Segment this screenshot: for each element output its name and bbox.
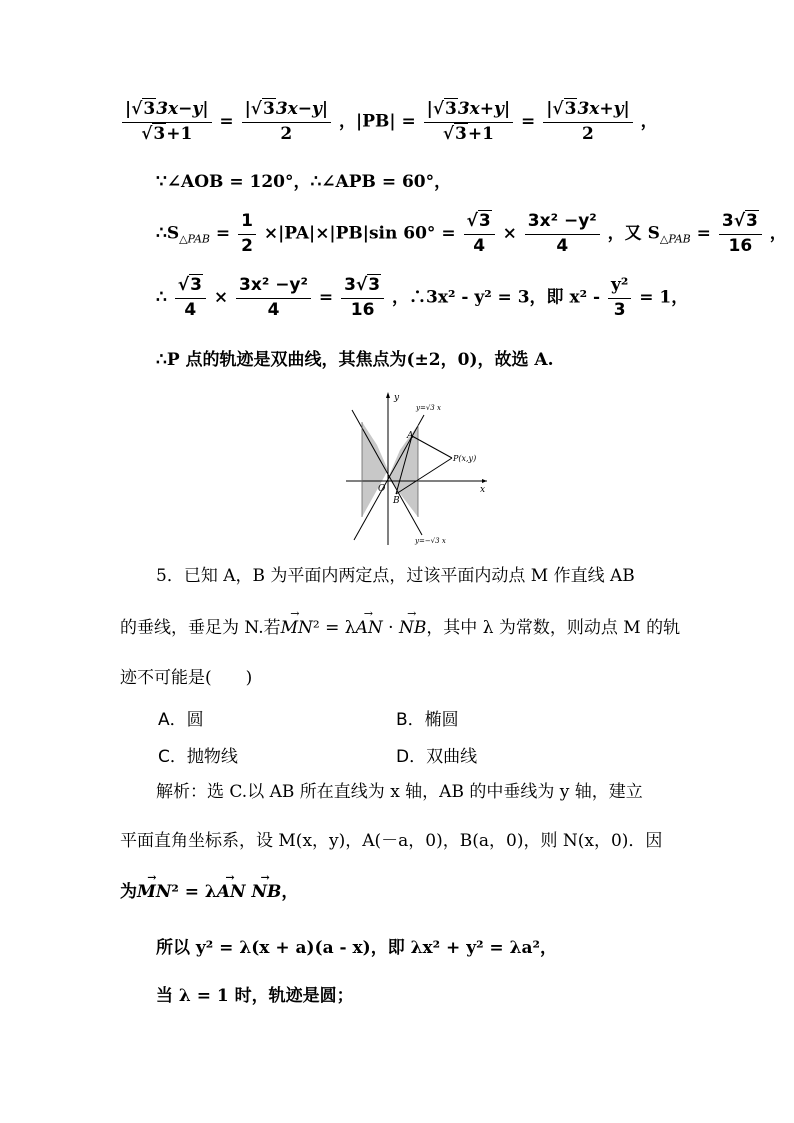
y-axis-label: y [394,393,400,403]
area-subscript: △PAB [659,232,691,246]
fraction-half [238,212,256,256]
question-5-stem-3: 迹不可能是( ) [120,668,253,688]
comma: ， [769,223,787,244]
option-a[interactable]: A．圆 [158,710,204,730]
formula-line-1 [120,100,658,144]
conclusion-line: ∴P 点的轨迹是双曲线，其焦点为(±2，0)，故选 A. [156,350,554,370]
fraction-area-value: $\frac{3√3}{16}$ [341,276,384,320]
solution-line-5: 当 λ = 1 时，轨迹是圆； [156,986,354,1006]
fraction-pb-1: $\frac{|√33x+y|}{√3+1}$ [424,100,514,144]
option-d[interactable]: D．双曲线 [396,747,478,767]
vector-mn: → MN [281,620,313,637]
vector-an: → AN [356,620,383,637]
denominator-text: 2 [241,235,253,256]
fraction-quadratic [525,212,600,256]
numerator-coef: 3 [721,211,734,231]
vector-an: → AN [217,884,246,901]
point-b-label: B [393,496,400,506]
vector-nb: → NB [399,620,426,637]
fraction-pb-2: $\frac{|√33x+y|}{2}$ [543,100,633,144]
point-a-label: A [407,431,414,441]
denominator-text: 2 [280,123,293,144]
formula-line-3 [156,212,787,256]
question-5-stem-2 [120,620,680,637]
numerator-text: 1 [238,212,256,235]
comma: ， [281,882,299,902]
area-expression: ×|PA|×|PB|sin 60° = [263,223,456,244]
solution-text-pre: 为 [120,882,137,902]
dot-sign: · [382,618,399,638]
option-b[interactable]: B．椭圆 [396,710,459,730]
fraction-area-value: $\frac{3√3}{16}$ [719,212,762,256]
question-5-stem-1: 5．已知 A，B 为平面内两定点，过该平面内动点 M 作直线 AB [156,566,635,586]
equals-sign: = [521,111,536,132]
numerator-text: 3x+y [457,99,504,119]
line-top-label: y=√3 x [416,404,441,412]
origin-label: O [378,484,386,494]
numerator-text: 3x² −y² [236,276,311,299]
denominator-text: 2 [582,123,594,144]
equals-sign: = [318,287,334,308]
line-bottom-label: y=−√3 x [415,537,446,545]
point-p-label: P(x,y) [453,454,477,463]
solution-line-4: 所以 y² = λ(x + a)(a - x)，即 λx² + y² = λa²， [156,938,557,958]
numerator-text: 3x−y [275,99,322,119]
equals-sign: = [219,111,234,132]
stem-text-b: ² = λ [312,618,356,638]
numerator-root: 3 [368,275,381,295]
fraction-quadratic: $\frac{\text{3x² −y²}}{4}$ [236,276,311,320]
numerator-text: 3x−y [156,99,203,119]
option-c[interactable]: C．抛物线 [158,747,238,767]
numerator-coef: 3 [344,275,356,295]
denominator-text: 4 [556,235,569,256]
numerator-text: 3x+y [577,99,624,119]
numerator-root: 3 [746,211,758,231]
y-axis-arrow [386,392,390,398]
denominator-text: 4 [473,235,486,256]
equals-sign: = [696,223,711,244]
numerator-root: 3 [478,211,491,231]
solution-line-1: 解析：选 C.以 AB 所在直线为 x 轴，AB 的中垂线为 y 轴，建立 [156,782,643,802]
numerator-text: y² [608,276,631,299]
denominator-text: 3 [613,299,626,320]
x-axis-arrow [482,479,487,483]
fraction-pa-1: $\frac{|√33x-y|}{√3+1}$ [122,100,212,144]
equals-sign: = [215,223,231,244]
fraction-pa-2: $\frac{|√33x-y|}{2}$ [242,100,332,144]
denominator-rest: +1 [166,123,193,144]
fraction-y2-over-3 [608,276,631,320]
comma: ， [640,111,658,132]
area-symbol: ∴S [156,223,180,244]
hyperbola-derivation: ，∴3x² - y² = 3，即 x² - [392,287,601,308]
also-text: ，又 S [607,223,660,244]
solution-line-2: 平面直角坐标系，设 M(x，y)，A(－a，0)，B(a，0)，则 N(x，0)．因 [120,831,663,851]
denominator-root: 3 [153,123,166,144]
solution-line-3 [120,884,298,901]
denominator-text: 16 [728,235,753,256]
stem-text-d: ，其中 λ 为常数，则动点 M 的轨 [426,618,681,638]
vector-nb: → NB [251,884,281,901]
vector-mn: → MN [137,884,171,901]
pb-label: ，|PB| = [339,111,416,132]
numerator-text: 3x² −y² [525,212,600,235]
fraction-root3-over-4: $\frac{√3}{4}$ [175,276,206,320]
x-axis-label: x [480,485,486,495]
denominator-root: 3 [455,123,467,144]
denominator-text: 16 [350,299,375,320]
formula-line-4: ∴ $\frac{√3}{4}$ × $\frac{\text{3x² −y²}}{4}$ = $\frac{3√3}{16}$ ，∴3x² - y² = 3，即 x² - $\frac{\text{y²}}{3}$ = 1， [156,275,689,320]
equation-end: = 1， [639,287,689,308]
stem-text-a: 的垂线，垂足为 N.若 [120,618,281,638]
solution-text-mid: ² = λ [171,882,217,902]
formula-line-2: ∵∠AOB = 120°，∴∠APB = 60°， [156,172,452,192]
hyperbola-figure [342,390,492,550]
fraction-root3-over-4: $\frac{√3}{4}$ [464,212,495,256]
area-subscript: △PAB [179,232,210,246]
therefore-sign: ∴ [156,287,167,308]
denominator-rest: +1 [467,123,494,144]
times-sign: × [502,223,517,244]
